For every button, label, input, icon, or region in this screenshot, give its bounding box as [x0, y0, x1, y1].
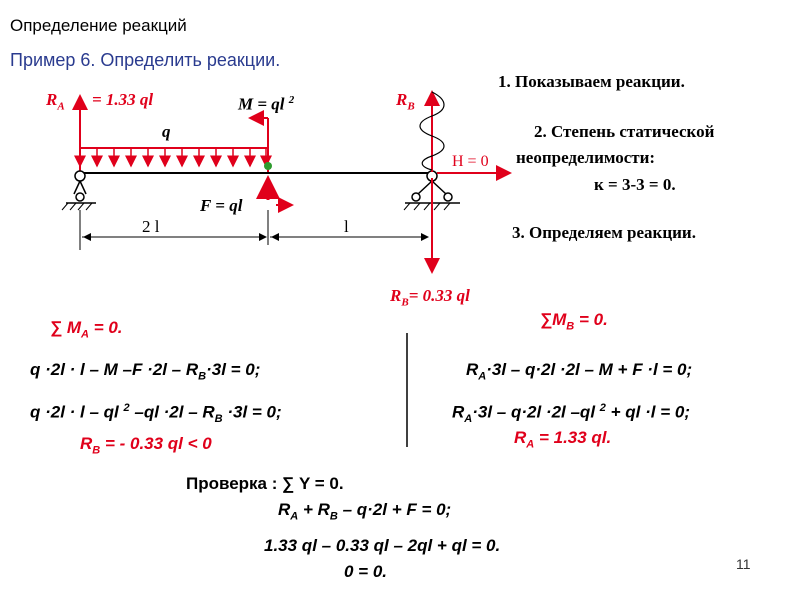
check-line-3: 0 = 0.	[344, 562, 388, 581]
right-eq-1: $R_A\cdot 3l - q\cdot 2l \cdot 2l - M + F \cdot l = 0$;	[466, 360, 693, 383]
page-title: Определение реакций	[10, 16, 187, 35]
rb-bottom-label: $R_B= 0.33$ ql	[390, 286, 470, 309]
distributed-load-arrows	[80, 148, 266, 166]
ra-value: = 1.33 ql	[92, 90, 154, 109]
ra-result: $R_A = 1.33$ ql.	[514, 428, 612, 451]
support-a-pin	[75, 171, 85, 181]
left-eq-1: q ·2l · l – M $-F \cdot 2l - R_B\cdot 3l = 0$;	[30, 360, 261, 383]
rb-top-label: $R_B$	[396, 90, 415, 113]
check-label: Проверка : ∑ Y = 0.	[186, 474, 344, 493]
step-2-line-1: 2. Степень статической	[534, 122, 715, 141]
moment-label: M = ql $^2$	[238, 94, 295, 114]
q-label: q	[162, 122, 171, 141]
ra-label: $R_A$	[46, 90, 65, 113]
left-eq-2: q ·2l · l – ql $^2$ $-ql \cdot 2l - R_B \cdot 3l = 0$;	[30, 402, 282, 426]
h-label: H = 0	[452, 153, 489, 170]
example-subtitle: Пример 6. Определить реакции.	[10, 50, 281, 70]
sum-ma-eq: ∑ $M_A = 0$.	[50, 318, 123, 341]
step-2-line-2: неопределимости:	[516, 148, 656, 167]
step-2-line-3: к = 3-3 = 0.	[594, 175, 676, 194]
page-number: 11	[736, 556, 751, 572]
step-1: 1. Показываем реакции.	[498, 72, 685, 91]
check-line-2: 1.33 ql – 0.33 ql – 2ql + ql = 0.	[264, 536, 501, 555]
f-label: F = ql	[200, 196, 243, 215]
right-eq-2: $R_A\cdot 3l - q\cdot 2l \cdot 2l$ –ql $^2$ + ql ·l = 0;	[452, 402, 690, 426]
moment-point	[264, 162, 272, 170]
rb-result: $R_B$ = - 0.33 ql < 0	[80, 434, 212, 457]
check-line-1: $R_A + R_B - q\cdot 2l + F = 0$;	[278, 500, 452, 523]
dim-l-label: l	[344, 217, 349, 236]
step-3: 3. Определяем реакции.	[512, 223, 696, 242]
dim-2l-label: 2 l	[142, 217, 160, 236]
sum-mb-eq: $\sum M_B = 0$.	[540, 310, 608, 333]
